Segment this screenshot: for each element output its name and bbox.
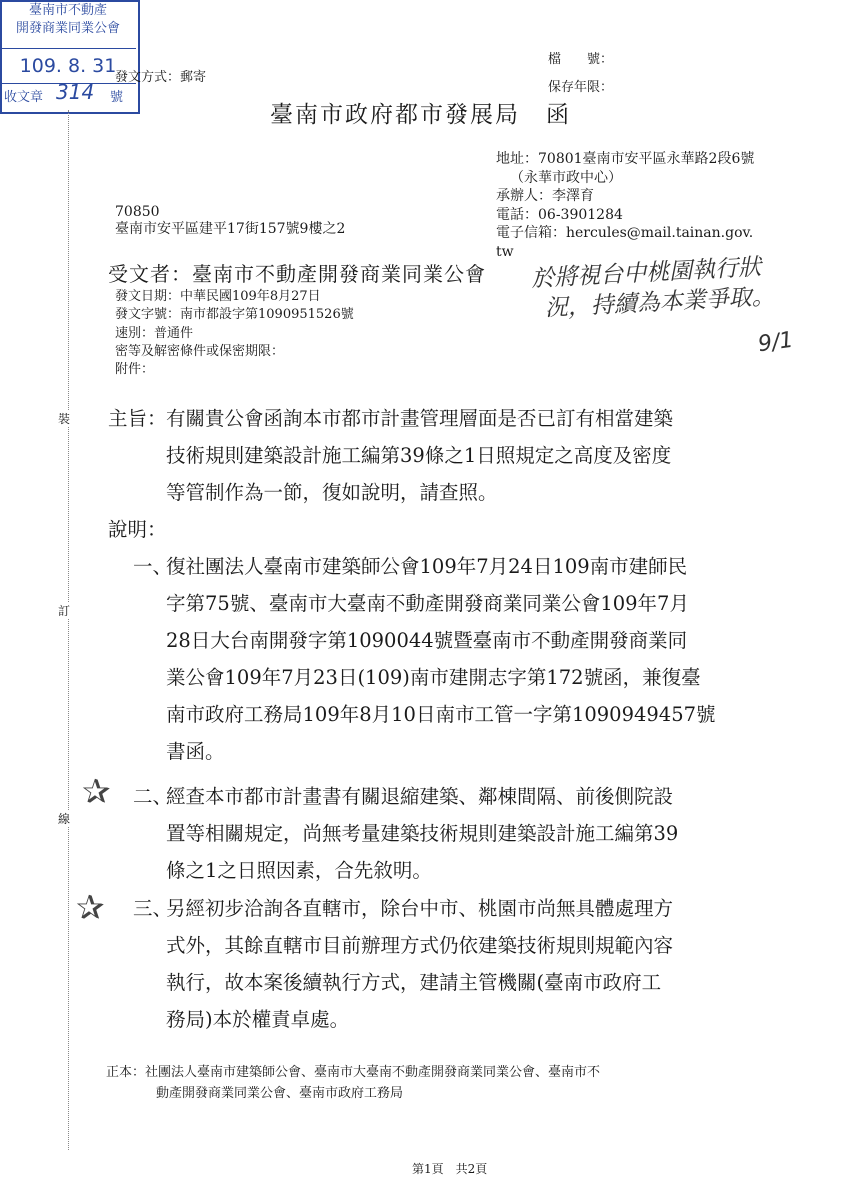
subject-line: 有關貴公會函詢本市都市計畫管理層面是否已訂有相當建築 (166, 407, 674, 430)
meta-block (115, 288, 354, 379)
issue-date: 發文日期：中華民國109年8月27日 (115, 289, 321, 304)
subject-line: 等管制作為一節，復如說明，請查照。 (166, 481, 498, 504)
handwritten-note (531, 252, 776, 325)
sender-handler: 承辦人：李澤育 (496, 188, 594, 204)
item-line: 業公會109年7月23日(109)南市建開志字第172號函，兼復臺 (166, 666, 701, 689)
cc-line: 動產開發商業同業公會、臺南市政府工務局 (156, 1086, 404, 1101)
binding-mark-ding: 訂 (58, 604, 71, 618)
stamp-org-line2: 開發商業同業公會 (15, 21, 120, 36)
handwritten-note-line1: 於將視台中桃園執行狀 (530, 254, 762, 293)
sender-address: 地址：70801臺南市安平區永華路2段6號 (496, 151, 755, 167)
item-line: 南市政府工務局109年8月10日南市工管一字第1090949457號 (166, 703, 716, 726)
recipient-line: 受文者：臺南市不動產開發商業同業公會 (108, 262, 486, 286)
subject-text (166, 400, 673, 511)
stamp-org-line1: 臺南市不動產 (28, 3, 107, 18)
handwritten-star-mark: ✰ (82, 772, 111, 812)
stamp-receive-number: 314 (56, 80, 95, 104)
item-line: 書函。 (166, 740, 225, 763)
binding-mark-xian: 線 (58, 812, 71, 826)
cc-line: 正本：社團法人臺南市建築師公會、臺南市大臺南不動產開發商業同業公會、臺南市不 (106, 1065, 601, 1080)
explanation-item-2-number: 二、 (133, 785, 173, 808)
explanation-item-1-number: 一、 (133, 555, 173, 578)
page-number: 第1頁 共2頁 (412, 1162, 488, 1176)
cc-list (106, 1062, 600, 1104)
subject-line: 技術規則建築設計施工編第39條之1日照規定之高度及密度 (166, 444, 672, 467)
recipient-address (115, 204, 345, 238)
sender-phone: 電話：06-3901284 (496, 206, 623, 223)
subject-label: 主旨： (108, 407, 167, 430)
explanation-item-1 (166, 548, 716, 770)
sender-email-cont: tw (496, 243, 514, 260)
stamp-hao: 號 (110, 90, 124, 105)
secrecy-level: 密等及解密條件或保密期限： (115, 343, 285, 359)
document-kind: 函 (546, 102, 571, 128)
retention-label: 保存年限： (548, 80, 614, 95)
sender-email: 電子信箱：hercules@mail.tainan.gov. (496, 225, 754, 241)
recipient-zip: 70850 (115, 204, 160, 220)
attachments: 附件： (115, 362, 155, 378)
item-line: 復社團法人臺南市建築師公會109年7月24日109南市建師民 (166, 555, 688, 578)
item-line: 28日大台南開發字第1090044號暨臺南市不動產開發商業同 (166, 629, 688, 652)
item-line: 經查本市都市計畫書有關退縮建築、鄰棟間隔、前後側院設 (166, 785, 674, 808)
item-line: 字第75號、臺南市大臺南不動產開發商業同業公會109年7月 (166, 592, 689, 615)
item-line: 置等相關規定，尚無考量建築技術規則建築設計施工編第39 (166, 822, 679, 845)
handwritten-star-mark: ✰ (76, 888, 105, 928)
receipt-stamp (0, 0, 140, 114)
item-line: 條之1之日照因素，合先敘明。 (166, 859, 432, 882)
document-title (270, 96, 571, 129)
stamp-receive-label: 收文章 (4, 90, 44, 105)
handwritten-date: 9/1 (756, 327, 795, 358)
recipient-street: 臺南市安平區建平17街157號9樓之2 (115, 221, 346, 237)
binding-line (68, 110, 69, 1150)
stamp-date: 109. 8. 31 (0, 48, 136, 84)
item-line: 另經初步洽詢各直轄市，除台中市、桃園市尚無具體處理方 (166, 897, 674, 920)
item-line: 執行，故本案後續執行方式，建請主管機關(臺南市政府工 (166, 971, 662, 994)
item-line: 務局)本於權責卓處。 (166, 1008, 350, 1031)
sender-info (496, 150, 754, 261)
explanation-item-3 (166, 890, 673, 1038)
reference-number: 發文字號：南市都設字第1090951526號 (115, 307, 354, 323)
explanation-item-3-number: 三、 (133, 897, 173, 920)
issuer-name: 臺南市政府都市發展局 (270, 102, 520, 128)
stamp-org (4, 2, 132, 38)
item-line: 式外，其餘直轄市目前辦理方式仍依建築技術規則規範內容 (166, 934, 674, 957)
sender-address-note: （永華市政中心） (510, 169, 622, 186)
explanation-item-2 (166, 778, 678, 889)
send-method: 發文方式：郵寄 (115, 70, 207, 85)
handwritten-note-line2: 況，持續為本業爭取。 (544, 283, 776, 322)
binding-mark-zhuang: 裝 (58, 412, 71, 426)
explanation-label: 說明： (108, 518, 167, 541)
file-number-label: 檔 號： (548, 52, 614, 67)
speed-class: 速別：普通件 (115, 325, 194, 341)
